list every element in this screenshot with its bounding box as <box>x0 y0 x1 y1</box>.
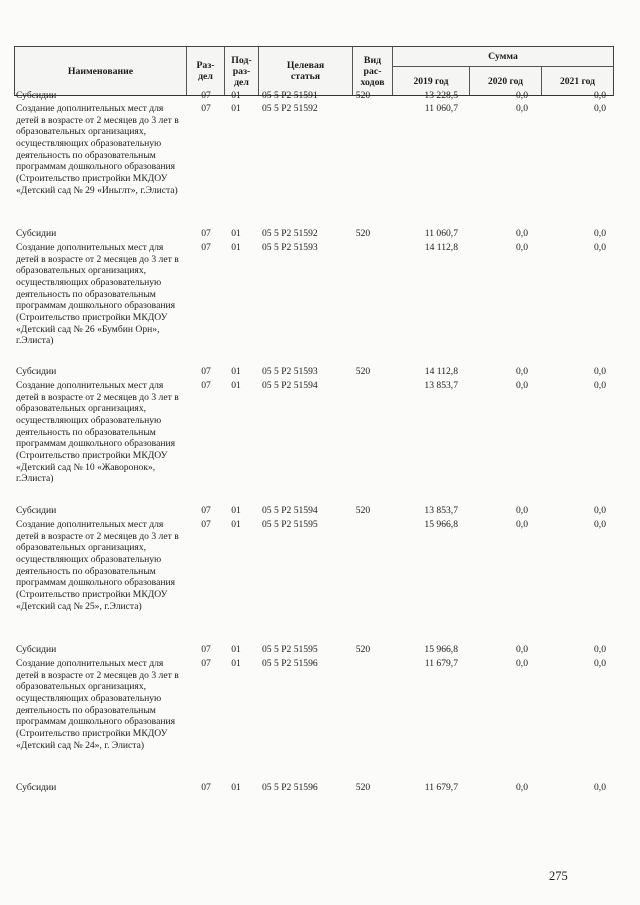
row-podrazdel: 01 <box>231 519 241 530</box>
row-2019: 11 679,7 <box>424 658 458 669</box>
row-vid: 520 <box>355 644 371 655</box>
row-2020: 0,0 <box>516 782 528 793</box>
row-podrazdel: 01 <box>231 658 241 669</box>
row-2019: 14 112,8 <box>424 366 458 377</box>
row-target: 05 5 P2 51592 <box>262 103 318 114</box>
header-razdel: Раз- дел <box>187 47 225 95</box>
row-target: 05 5 P2 51594 <box>262 380 318 391</box>
row-target: 05 5 P2 51592 <box>262 228 318 239</box>
row-2021: 0,0 <box>594 658 606 669</box>
row-target: 05 5 P2 51596 <box>262 782 318 793</box>
row-2019: 13 853,7 <box>424 505 458 516</box>
row-target: 05 5 P2 51593 <box>262 366 318 377</box>
row-2020: 0,0 <box>516 380 528 391</box>
header-target: Целевая статья <box>259 47 353 95</box>
row-vid: 520 <box>355 366 371 377</box>
row-razdel: 07 <box>201 366 211 377</box>
row-name: Создание дополнительных мест для детей в возрасте от 2 месяцев до 3 лет в образовательных организациях, осуществляющих образовательную деятельность по образовательным программам дошкольного образования (Строительство пристройки МКДОУ «Детский сад № 25», г.Элиста) <box>16 519 179 612</box>
row-2021: 0,0 <box>594 90 606 101</box>
header-sum-group <box>393 47 613 95</box>
row-2020: 0,0 <box>516 644 528 655</box>
row-2021: 0,0 <box>594 242 606 253</box>
row-2020: 0,0 <box>516 90 528 101</box>
row-target: 05 5 P2 51595 <box>262 519 318 530</box>
row-razdel: 07 <box>201 658 211 669</box>
row-podrazdel: 01 <box>231 505 241 516</box>
row-razdel: 07 <box>201 242 211 253</box>
row-2020: 0,0 <box>516 505 528 516</box>
row-2019: 11 060,7 <box>424 103 458 114</box>
row-target: 05 5 P2 51593 <box>262 242 318 253</box>
row-razdel: 07 <box>201 90 211 101</box>
header-2021: 2021 год <box>559 75 596 87</box>
row-podrazdel: 01 <box>231 380 241 391</box>
header-podrazdel: Под- раз- дел <box>225 47 259 95</box>
row-2019: 11 679,7 <box>424 782 458 793</box>
header-sum: Сумма <box>393 47 613 67</box>
row-2020: 0,0 <box>516 366 528 377</box>
row-name: Создание дополнительных мест для детей в возрасте от 2 месяцев до 3 лет в образовательных организациях, осуществляющих образовательную деятельность по образовательным программам дошкольного образования (Строительство пристройки МКДОУ «Детский сад № 29 «Иньглт», г.Элиста) <box>16 103 179 196</box>
row-2020: 0,0 <box>516 658 528 669</box>
table-header <box>14 46 614 96</box>
row-vid: 520 <box>355 782 371 793</box>
row-2019: 13 228,5 <box>424 90 458 101</box>
row-podrazdel: 01 <box>231 228 241 239</box>
row-name: Субсидии <box>16 505 57 516</box>
row-razdel: 07 <box>201 228 211 239</box>
row-target: 05 5 P2 51591 <box>262 90 318 101</box>
row-2020: 0,0 <box>516 242 528 253</box>
row-podrazdel: 01 <box>231 782 241 793</box>
row-name: Субсидии <box>16 366 57 377</box>
row-name: Субсидии <box>16 90 57 101</box>
header-2019: 2019 год <box>393 67 470 95</box>
page-number: 275 <box>549 869 568 883</box>
row-podrazdel: 01 <box>231 90 241 101</box>
row-target: 05 5 P2 51594 <box>262 505 318 516</box>
row-razdel: 07 <box>201 380 211 391</box>
row-2019: 15 966,8 <box>424 644 458 655</box>
row-2021: 0,0 <box>594 505 606 516</box>
row-razdel: 07 <box>201 782 211 793</box>
row-name: Создание дополнительных мест для детей в возрасте от 2 месяцев до 3 лет в образовательных организациях, осуществляющих образовательную деятельность по образовательным программам дошкольного образования (Строительство пристройки МКДОУ «Детский сад № 24», г. Элиста) <box>16 658 179 751</box>
row-name: Создание дополнительных мест для детей в возрасте от 2 месяцев до 3 лет в образовательных организациях, осуществляющих образовательную деятельность по образовательным программам дошкольного образования (Строительство пристройки МКДОУ «Детский сад № 26 «Бумбин Орн», г.Элиста) <box>16 242 179 347</box>
row-2020: 0,0 <box>516 103 528 114</box>
row-vid: 520 <box>355 228 371 239</box>
header-vid: Вид рас- ходов <box>353 47 393 95</box>
row-2021: 0,0 <box>594 103 606 114</box>
row-2021: 0,0 <box>594 380 606 391</box>
row-name: Субсидии <box>16 782 57 793</box>
row-2021: 0,0 <box>594 782 606 793</box>
row-name: Субсидии <box>16 228 57 239</box>
row-podrazdel: 01 <box>231 644 241 655</box>
row-2019: 14 112,8 <box>424 242 458 253</box>
row-target: 05 5 P2 51596 <box>262 658 318 669</box>
row-vid: 520 <box>355 505 371 516</box>
row-razdel: 07 <box>201 505 211 516</box>
row-2021: 0,0 <box>594 644 606 655</box>
row-name: Создание дополнительных мест для детей в возрасте от 2 месяцев до 3 лет в образовательных организациях, осуществляющих образовательную деятельность по образовательным программам дошкольного образования (Строительство пристройки МКДОУ «Детский сад № 10 «Жаворонок», г.Элиста) <box>16 380 179 485</box>
row-2020: 0,0 <box>516 228 528 239</box>
row-2019: 11 060,7 <box>424 228 458 239</box>
header-2020: 2020 год <box>470 67 542 95</box>
row-razdel: 07 <box>201 519 211 530</box>
row-2020: 0,0 <box>516 519 528 530</box>
row-2019: 15 966,8 <box>424 519 458 530</box>
row-target: 05 5 P2 51595 <box>262 644 318 655</box>
row-podrazdel: 01 <box>231 366 241 377</box>
row-2021: 0,0 <box>594 228 606 239</box>
row-podrazdel: 01 <box>231 103 241 114</box>
row-name: Субсидии <box>16 644 57 655</box>
row-razdel: 07 <box>201 644 211 655</box>
row-2021: 0,0 <box>594 366 606 377</box>
row-2021: 0,0 <box>594 519 606 530</box>
row-vid: 520 <box>355 90 371 101</box>
row-podrazdel: 01 <box>231 242 241 253</box>
row-razdel: 07 <box>201 103 211 114</box>
row-2019: 13 853,7 <box>424 380 458 391</box>
header-name: Наименование <box>15 47 187 95</box>
